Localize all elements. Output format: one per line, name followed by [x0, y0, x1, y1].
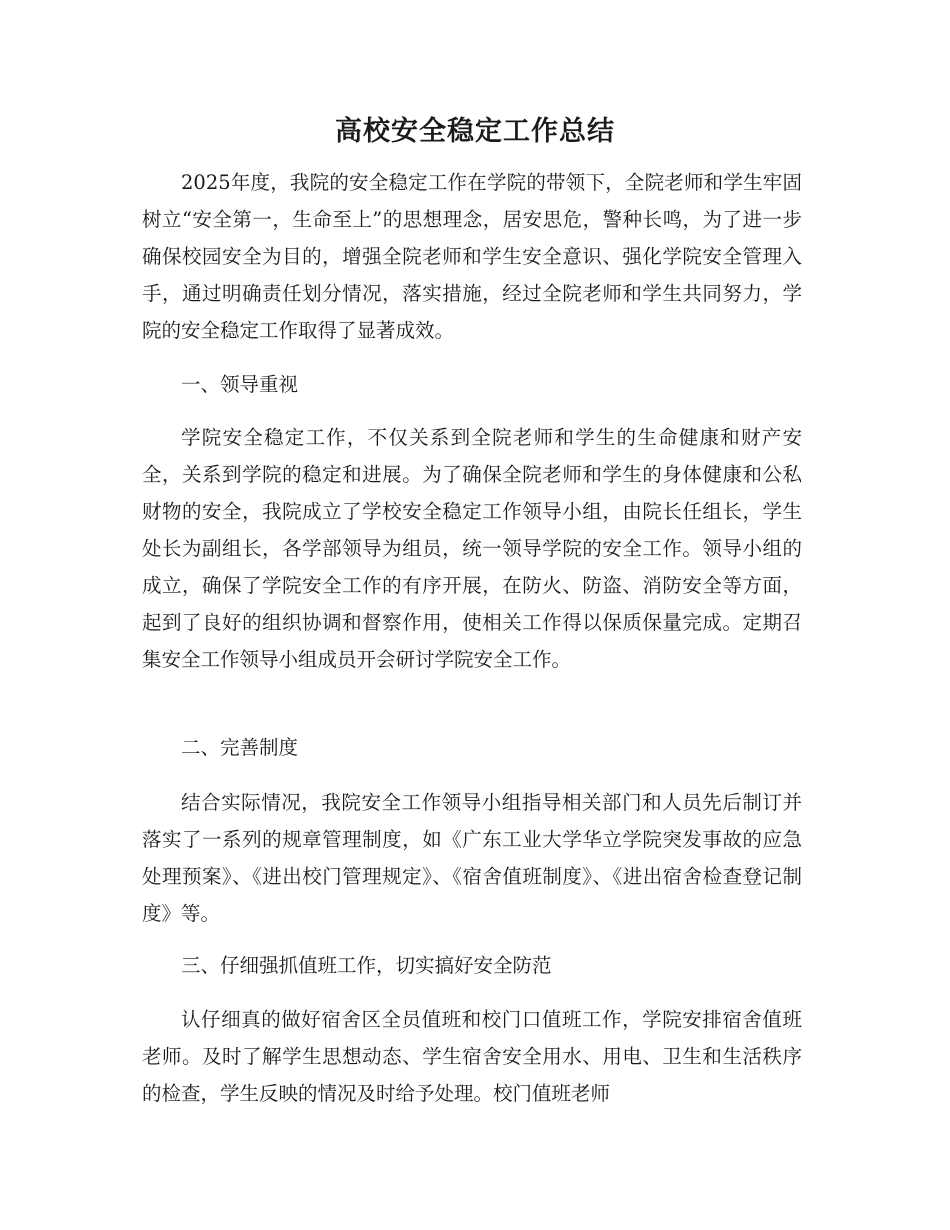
section-heading-leadership: 一、领导重视: [181, 373, 299, 396]
section-body-leadership: 学院安全稳定工作，不仅关系到全院老师和学生的生命健康和财产安全，关系到学院的稳定和进展。为了确保全院老师和学生的身体健康和公私财物的安全，我院成立了学校安全稳定工作领导小组，由院长任组长，学生处长为副组长，各学部领导为组员，统一领导学院的安全工作。领导小组的成立，确保了学院安全工作的有序开展，在防火、防盗、消防安全等方面，起到了良好的组织协调和督察作用，使相关工作得以保质保量完成。定期召集安全工作领导小组成员开会研讨学院安全工作。: [142, 426, 802, 671]
intro-paragraph: 2025年度，我院的安全稳定工作在学院的带领下，全院老师和学生牢固树立“安全第一，生命至上”的思想理念，居安思危，警种长鸣，为了进一步确保校园安全为目的，增强全院老师和学生安全意识、强化学院安全管理入手，通过明确责任划分情况，落实措施，经过全院老师和学生共同努力，学院的安全稳定工作取得了显著成效。: [142, 171, 802, 342]
document-title: 高校安全稳定工作总结: [335, 116, 615, 147]
section-body-duty: 认仔细真的做好宿舍区全员值班和校门口值班工作，学院安排宿舍值班老师。及时了解学生思想动态、学生宿舍安全用水、用电、卫生和生活秩序的检查，学生反映的情况及时给予处理。校门值班老师: [142, 1008, 802, 1105]
section-heading-duty: 三、仔细强抓值班工作，切实搞好安全防范: [181, 954, 552, 977]
section-heading-rules: 二、完善制度: [181, 736, 299, 759]
section-body-rules: 结合实际情况，我院安全工作领导小组指导相关部门和人员先后制订并落实了一系列的规章管理制度，如《广东工业大学华立学院突发事故的应急处理预案》、《进出校门管理规定》、《宿舍值班制度》、《进出宿舍检查登记制度》等。: [142, 791, 802, 925]
